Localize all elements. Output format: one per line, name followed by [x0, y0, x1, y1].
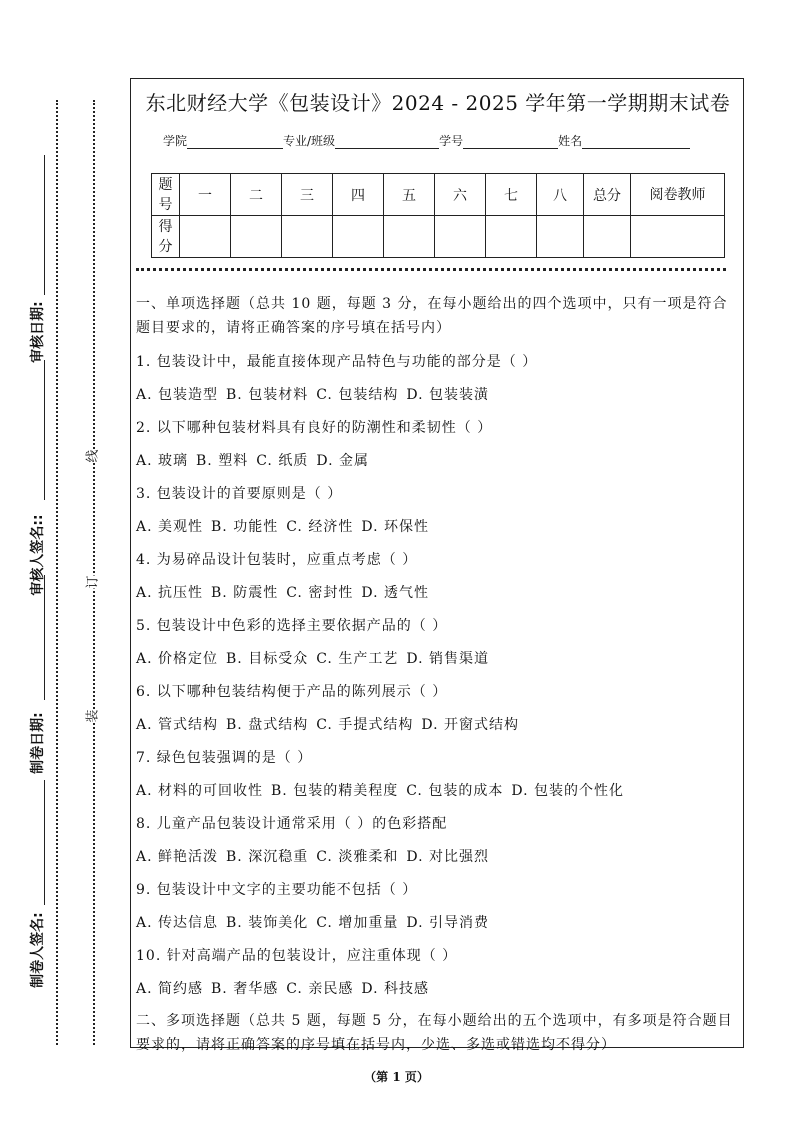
option-c[interactable]: C. 经济性	[286, 519, 354, 535]
option-a[interactable]: A. 管式结构	[136, 717, 219, 733]
question-text: 8. 儿童产品包装设计通常采用（ ）的色彩搭配	[136, 816, 448, 832]
name-label: 姓名	[558, 134, 583, 148]
paper-maker-signature-blank[interactable]	[44, 780, 45, 905]
score-col-5: 五	[384, 174, 435, 216]
option-a[interactable]: A. 美观性	[136, 519, 204, 535]
option-b[interactable]: B. 塑料	[196, 453, 249, 469]
section2-heading: 二、多项选择题（总共 5 题，每题 5 分，在每小题给出的五个选项中，有多项是符合题目要求的，请将正确答案的序号填在括号内，少选、多选或错选均不得分）	[136, 1013, 733, 1053]
question-options	[136, 643, 738, 676]
question-text: 3. 包装设计的首要原则是（ ）	[136, 486, 343, 502]
question-text: 7. 绿色包装强调的是（ ）	[136, 750, 313, 766]
option-d[interactable]: D. 引导消费	[406, 915, 489, 931]
score-col-7: 七	[486, 174, 537, 216]
option-d[interactable]: D. 科技感	[361, 981, 429, 997]
option-c[interactable]: C. 淡雅柔和	[316, 849, 399, 865]
student-id-field[interactable]	[463, 136, 558, 149]
option-b[interactable]: B. 深沉稳重	[226, 849, 309, 865]
score-cell[interactable]	[486, 216, 537, 258]
score-col-8: 八	[537, 174, 584, 216]
score-table	[151, 173, 725, 258]
reviewer-signature-label: 审核人签名::	[30, 514, 46, 596]
review-date-label: 审核日期:	[30, 301, 46, 363]
option-a[interactable]: A. 材料的可回收性	[136, 783, 264, 799]
option-a[interactable]: A. 鲜艳活泼	[136, 849, 219, 865]
option-b[interactable]: B. 盘式结构	[226, 717, 309, 733]
option-d[interactable]: D. 包装的个性化	[511, 783, 624, 799]
reviewer-signature-blank[interactable]	[44, 360, 45, 500]
exam-title: 东北财经大学《包装设计》2024 - 2025 学年第一学期期末试卷	[145, 91, 731, 115]
paper-maker-signature-label: 制卷人签名:	[30, 912, 46, 988]
binding-dotted-line-outer	[56, 100, 58, 1045]
score-cell[interactable]	[282, 216, 333, 258]
score-col-1: 一	[180, 174, 231, 216]
score-cell[interactable]	[180, 216, 231, 258]
option-c[interactable]: C. 纸质	[256, 453, 309, 469]
option-c[interactable]: C. 密封性	[286, 585, 354, 601]
exam-frame	[130, 78, 744, 1053]
score-cell[interactable]	[631, 216, 725, 258]
score-col-total: 总分	[584, 174, 631, 216]
score-cell[interactable]	[435, 216, 486, 258]
binding-char-line: 线	[85, 449, 101, 463]
student-id-label: 学号	[439, 134, 464, 148]
question-text: 4. 为易碎品设计包装时，应重点考虑（ ）	[136, 552, 418, 568]
question-options	[136, 709, 738, 742]
option-d[interactable]: D. 包装装潢	[406, 387, 489, 403]
question-text: 1. 包装设计中，最能直接体现产品特色与功能的部分是（ ）	[136, 354, 538, 370]
question-number-label: 题号	[152, 174, 180, 216]
paper-date-blank[interactable]	[44, 575, 45, 700]
option-a[interactable]: A. 包装造型	[136, 387, 219, 403]
major-class-field[interactable]	[335, 136, 439, 149]
name-field[interactable]	[582, 136, 690, 149]
question-options	[136, 841, 738, 874]
option-d[interactable]: D. 透气性	[361, 585, 429, 601]
exam-content	[136, 292, 738, 1057]
question-options	[136, 775, 738, 808]
option-b[interactable]: B. 装饰美化	[226, 915, 309, 931]
college-label: 学院	[163, 134, 188, 148]
score-col-grader: 阅卷教师	[631, 174, 725, 216]
review-date-blank[interactable]	[44, 155, 45, 295]
score-row-label: 得分	[152, 216, 180, 258]
question-text: 9. 包装设计中文字的主要功能不包括（ ）	[136, 882, 418, 898]
college-field[interactable]	[187, 136, 283, 149]
student-info-row	[163, 132, 690, 149]
question-options	[136, 445, 738, 478]
score-cell[interactable]	[384, 216, 435, 258]
question-options	[136, 973, 738, 1006]
score-table-score-row	[152, 216, 725, 258]
question-text: 5. 包装设计中色彩的选择主要依据产品的（ ）	[136, 618, 448, 634]
question-options	[136, 511, 738, 544]
option-a[interactable]: A. 玻璃	[136, 453, 189, 469]
score-table-header-row	[152, 174, 725, 216]
binding-dotted-line-inner	[93, 100, 95, 1045]
major-class-label: 专业/班级	[283, 134, 336, 148]
option-c[interactable]: C. 手提式结构	[316, 717, 414, 733]
binding-char-pack: 装	[85, 709, 101, 723]
option-b[interactable]: B. 奢华感	[211, 981, 279, 997]
option-b[interactable]: B. 目标受众	[226, 651, 309, 667]
option-d[interactable]: D. 金属	[316, 453, 369, 469]
question-text: 6. 以下哪种包装结构便于产品的陈列展示（ ）	[136, 684, 448, 700]
option-a[interactable]: A. 传达信息	[136, 915, 219, 931]
score-cell[interactable]	[333, 216, 384, 258]
option-d[interactable]: D. 环保性	[361, 519, 429, 535]
option-d[interactable]: D. 对比强烈	[406, 849, 489, 865]
option-c[interactable]: C. 生产工艺	[316, 651, 399, 667]
question-options	[136, 379, 738, 412]
score-col-6: 六	[435, 174, 486, 216]
binding-char-bind: 订	[85, 575, 101, 589]
option-d[interactable]: D. 开窗式结构	[421, 717, 519, 733]
option-c[interactable]: C. 增加重量	[316, 915, 399, 931]
option-d[interactable]: D. 销售渠道	[406, 651, 489, 667]
option-c[interactable]: C. 包装结构	[316, 387, 399, 403]
score-col-2: 二	[231, 174, 282, 216]
paper-date-label: 制卷日期:	[30, 712, 46, 774]
question-options	[136, 907, 738, 940]
score-col-3: 三	[282, 174, 333, 216]
score-cell[interactable]	[584, 216, 631, 258]
section1-heading: 一、单项选择题（总共 10 题，每题 3 分，在每小题给出的四个选项中，只有一项是符合题目要求的，请将正确答案的序号填在括号内）	[136, 296, 728, 336]
option-c[interactable]: C. 亲民感	[286, 981, 354, 997]
option-a[interactable]: A. 价格定位	[136, 651, 219, 667]
option-a[interactable]: A. 抗压性	[136, 585, 204, 601]
question-text: 2. 以下哪种包装材料具有良好的防潮性和柔韧性（ ）	[136, 420, 493, 436]
option-c[interactable]: C. 包装的成本	[406, 783, 504, 799]
score-cell[interactable]	[231, 216, 282, 258]
dotted-separator	[136, 268, 726, 271]
question-options	[136, 577, 738, 610]
option-a[interactable]: A. 简约感	[136, 981, 204, 997]
option-b[interactable]: B. 功能性	[211, 519, 279, 535]
option-b[interactable]: B. 防震性	[211, 585, 279, 601]
page-number: （第 1 页）	[364, 1070, 429, 1084]
question-list	[136, 346, 738, 1006]
option-b[interactable]: B. 包装的精美程度	[271, 783, 399, 799]
score-cell[interactable]	[537, 216, 584, 258]
score-col-4: 四	[333, 174, 384, 216]
option-b[interactable]: B. 包装材料	[226, 387, 309, 403]
question-text: 10. 针对高端产品的包装设计，应注重体现（ ）	[136, 948, 458, 964]
